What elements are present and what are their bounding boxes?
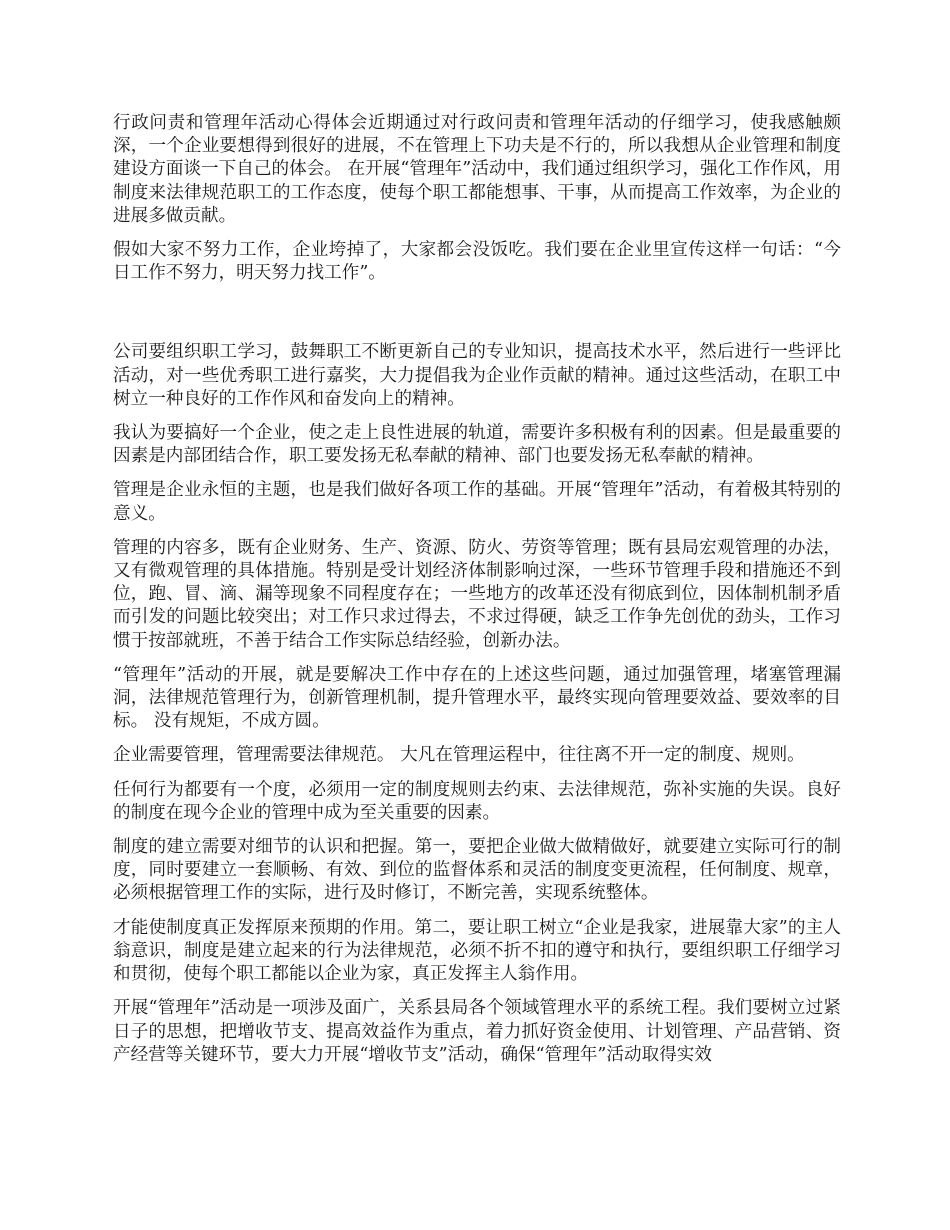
- paragraph-5: 管理是企业永恒的主题，也是我们做好各项工作的基础。开展“管理年”活动，有着极其特别的意义。: [113, 480, 841, 524]
- paragraph-12: 开展“管理年”活动是一项涉及面广，关系县局各个领域管理水平的系统工程。我们要树立过紧日子的思想，把增收节支、提高效益作为重点，着力抓好资金使用、计划管理、产品营销、资产经营等关键环节，要大力开展“增收节支”活动，确保“管理年”活动取得实效: [113, 998, 841, 1065]
- paragraph-7: “管理年”活动的开展，就是要解决工作中存在的上述这些问题，通过加强管理，堵塞管理漏洞，法律规范管理行为，创新管理机制，提升管理水平，最终实现向管理要效益、要效率的目标。 没有规矩，不成方圆。: [113, 664, 841, 732]
- paragraph-2: 假如大家不努力工作，企业垮掉了，大家都会没饭吃。我们要在企业里宣传这样一句话：“今日工作不努力，明天努力找工作”。: [113, 240, 841, 284]
- paragraph-10: 制度的建立需要对细节的认识和把握。第一，要把企业做大做精做好，就要建立实际可行的制度，同时要建立一套顺畅、有效、到位的监督体系和灵活的制度变更流程，任何制度、规章，必须根据管理工作的实际，进行及时修订，不断完善，实现系统整体。: [113, 837, 841, 904]
- paragraph-6: 管理的内容多，既有企业财务、生产、资源、防火、劳资等管理；既有县局宏观管理的办法，又有微观管理的具体措施。特别是受计划经济体制影响过深，一些环节管理手段和措施还不到位，跑、冒、滴、漏等现象不同程度存在；一些地方的改革还没有彻底到位，因体制机制矛盾而引发的问题比较突出；对工作只求过得去，不求过得硬，缺乏工作争先创优的劲头，工作习惯于按部就班，不善于结合工作实际总结经验，创新办法。: [113, 537, 841, 651]
- paragraph-8: 企业需要管理，管理需要法律规范。 大凡在管理运程中，往往离不开一定的制度、规则。: [113, 745, 805, 766]
- paragraph-11: 才能使制度真正发挥原来预期的作用。第二，要让职工树立“企业是我家，进展靠大家”的主人翁意识，制度是建立起来的行为法律规范，必须不折不扣的遵守和执行，要组织职工仔细学习和贯彻，使每个职工都能以企业为家，真正发挥主人翁作用。: [113, 917, 841, 985]
- paragraph-9: 任何行为都要有一个度，必须用一定的制度规则去约束、去法律规范，弥补实施的失误。良好的制度在现今企业的管理中成为至关重要的因素。: [113, 779, 841, 823]
- paragraph-1: 行政问责和管理年活动心得体会近期通过对行政问责和管理年活动的仔细学习，使我感触颇深，一个企业要想得到很好的进展，不在管理上下功夫是不行的，所以我想从企业管理和制度建设方面谈一下自己的体会。 在开展“管理年”活动中，我们通过组织学习，强化工作作风，用制度来法律规范职工的工作态度，使每个职工都能想事、干事，从而提高工作效率，为企业的进展多做贡献。: [113, 113, 841, 226]
- document-body: [113, 112, 841, 1078]
- paragraph-3: 公司要组织职工学习，鼓舞职工不断更新自己的专业知识，提高技术水平，然后进行一些评比活动，对一些优秀职工进行嘉奖，大力提倡我为企业作贡献的精神。通过这些活动，在职工中树立一种良好的工作作风和奋发向上的精神。: [113, 342, 841, 409]
- paragraph-4: 我认为要搞好一个企业，使之走上良性进展的轨道，需要许多积极有利的因素。但是最重要的因素是内部团结合作，职工要发扬无私奉献的精神、部门也要发扬无私奉献的精神。: [113, 423, 841, 467]
